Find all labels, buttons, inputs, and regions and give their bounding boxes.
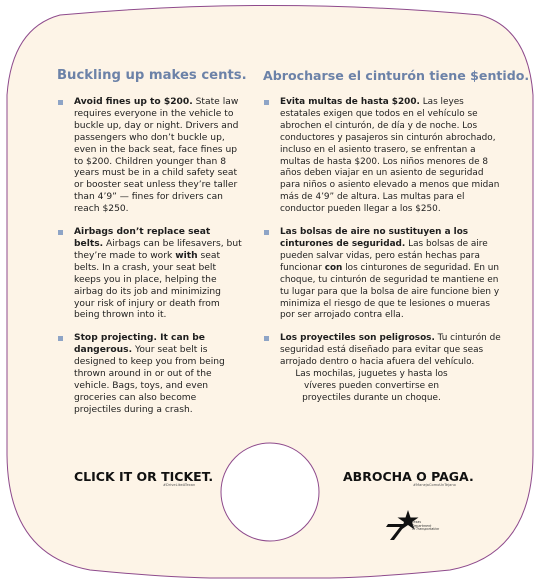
english-hashtag: #DriveLikeATexan	[163, 483, 196, 487]
logo-text	[412, 521, 439, 532]
spanish-column	[263, 68, 530, 416]
handle-hole	[221, 443, 319, 541]
bullet-square-icon	[264, 230, 269, 235]
english-slogan: CLICK IT OR TICKET.	[74, 469, 214, 484]
bullet-body: Your seat belt is designed to keep you from being thrown around in or out of the vehicle. Bags, toys, and even groceries can also become projectiles during a crash.	[74, 345, 225, 415]
bullet-body-end: seat belts. In a crash, your seat belt keeps you in place, helping the airbag do its job and minimizing your risk of injury or death from being thrown into it.	[74, 250, 221, 321]
bullet-title: Los proyectiles son peligrosos.	[280, 333, 435, 344]
bullet-title: Avoid fines up to $200.	[74, 97, 193, 107]
logo-line-3: of Transportation	[412, 527, 440, 532]
bullet-square-icon	[264, 100, 269, 105]
bullet-body-end: los cinturones de seguridad. En un choque, tu cinturón de seguridad te mantiene en tu lugar para que la bolsa de aire funcione bien y minimiza el riesgo de que te lesiones o mueras por ser arrojado contra ella.	[280, 262, 500, 321]
logo-line-2: Department	[412, 523, 432, 528]
bullet-emphasis: with	[175, 250, 198, 261]
spanish-bullet-proyectiles	[263, 333, 503, 404]
english-bullet-projectiles	[57, 333, 242, 416]
bullet-square-icon	[58, 100, 63, 105]
bullet-square-icon	[58, 336, 63, 341]
english-bullet-fines	[57, 97, 242, 216]
bullet-title: Stop projecting. It can be dangerous.	[74, 333, 205, 356]
spanish-slogan: ABROCHA O PAGA.	[343, 469, 474, 484]
english-bullet-airbags	[57, 227, 242, 322]
spanish-hashtag: #ManejaComoUnTejano	[413, 483, 456, 487]
bullet-square-icon	[264, 336, 269, 341]
bullet-body: Tu cinturón de seguridad está diseñado para evitar que seas arrojado dentro o hacia afuera del vehículo.	[280, 333, 501, 368]
bullet-body: Airbags can be lifesavers, but they’re made to work	[74, 238, 242, 261]
bullet-body: Las leyes estatales exigen que todos en el vehículo se abrochen el cinturón, de día y de noche. Los conductores y pasajeros sin cinturón abrochado, incluso en el asiento trasero, se enfrentan a multas de hasta $200. Los niños menores de 8 años deben viajar en un asiento de seguridad para niños o asiento elevado a menos que midan más de 4’9” de altura. Las multas para el conductor pueden llegar a los $250.	[280, 97, 500, 215]
swoosh-icon	[386, 524, 406, 540]
logo-line-1: Texas	[412, 520, 422, 524]
english-column	[57, 68, 247, 428]
bullet-body: Las bolsas de aire pueden salvar vidas, pero están hechas para funcionar	[280, 238, 488, 273]
bullet-title: Las bolsas de aire no sustituyen a los cinturones de seguridad.	[280, 227, 469, 249]
bullet-emphasis: con	[324, 262, 343, 273]
english-heading: Buckling up makes cents.	[57, 68, 247, 83]
spanish-bullet-multas	[263, 97, 503, 216]
bullet-title: Airbags don’t replace seat belts.	[74, 227, 211, 249]
spanish-bullet-bolsas	[263, 227, 503, 322]
bullet-title: Evita multas de hasta $200.	[280, 97, 420, 107]
bullet-square-icon	[58, 230, 63, 235]
bullet-body: State law requires everyone in the vehicle to buckle up, day or night. Drivers and passengers who don’t buckle up, even in the back seat, face fines up to $200. Children younger than 8 years must be in a child safety seat or booster seat unless they’re taller than 4’9” — fines for drivers can reach $250.	[74, 97, 239, 215]
spanish-heading: Abrocharse el cinturón tiene $entido.	[263, 68, 530, 83]
bullet-body-extra: Las mochilas, juguetes y hasta los víveres pueden convertirse en proyectiles durante un choque.	[295, 369, 448, 403]
